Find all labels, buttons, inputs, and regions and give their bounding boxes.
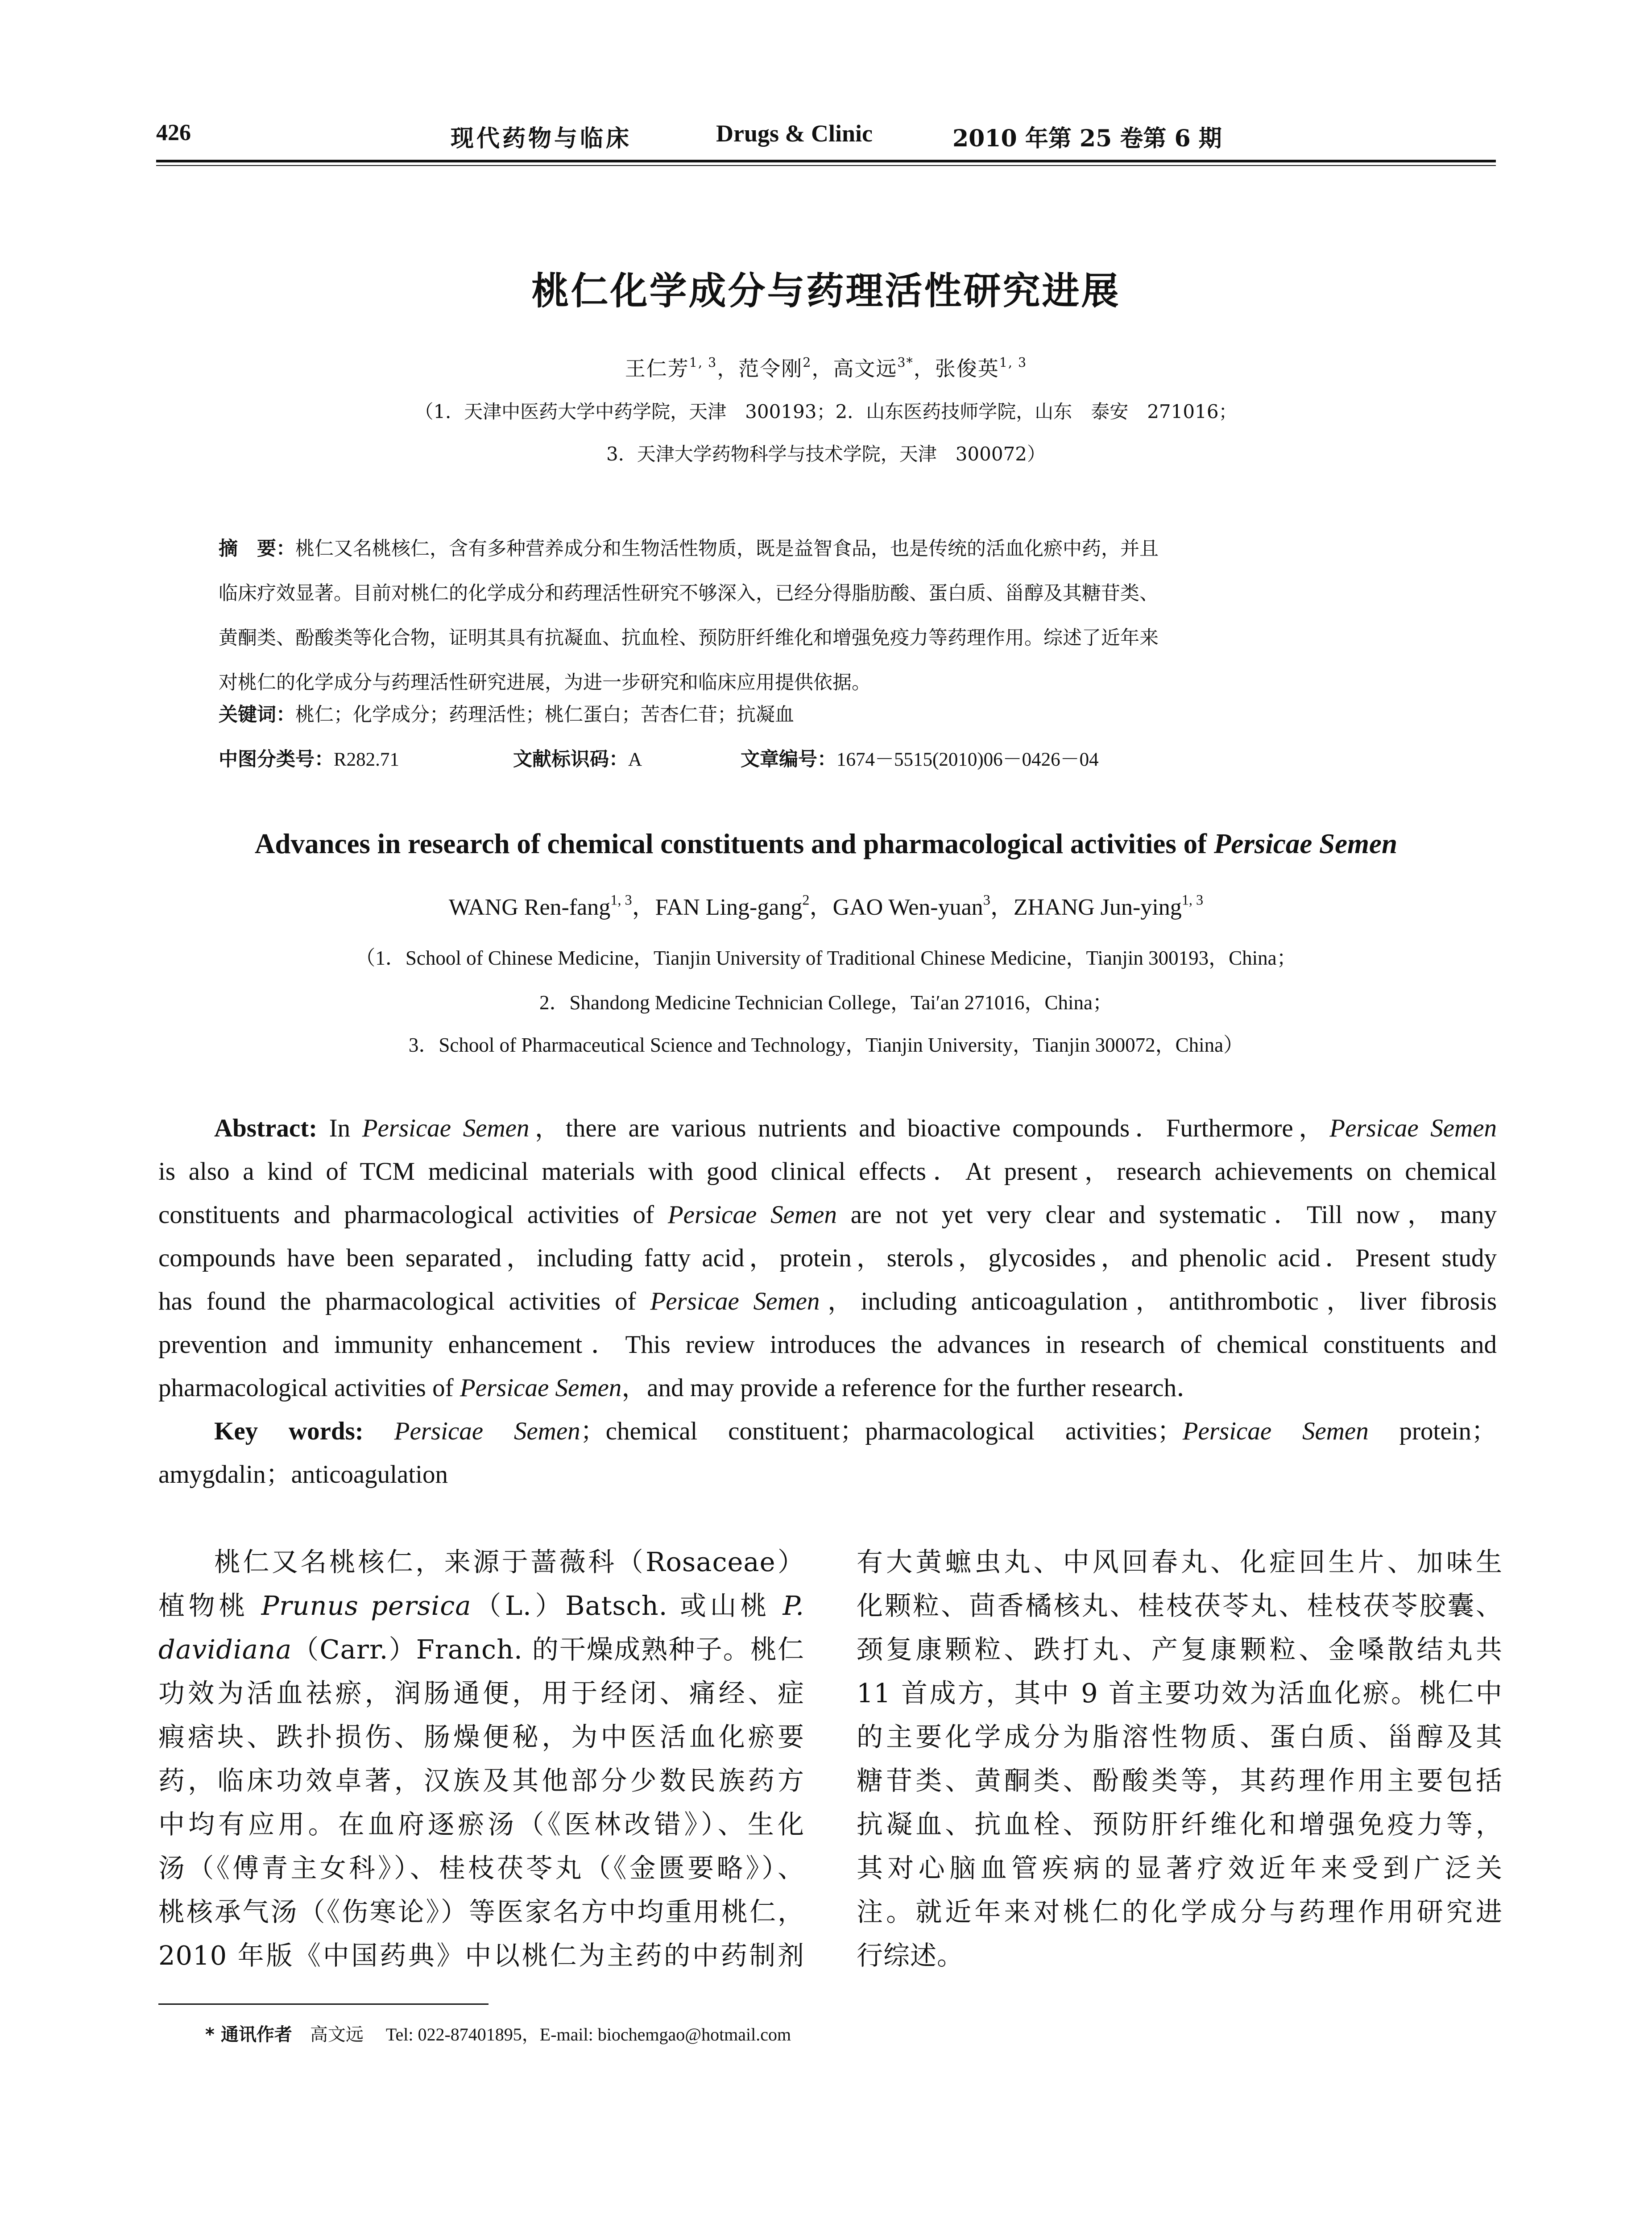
article-no-label: 文章编号： [741, 748, 836, 771]
abstract-en-text: ，including anticoagulation，antithrombotic，liver fibrosis [820, 1287, 1497, 1315]
keywords-cn [219, 700, 794, 727]
abstract-en-text: constituents and pharmacological activities of [158, 1201, 668, 1229]
affiliation-en-line: 3．School of Pharmaceutical Science and Technology，Tianjin University，Tianjin 300072，China） [408, 1034, 1244, 1056]
body-text: 瘕痞块、跌扑损伤、肠燥便秘，为中医活血化瘀要 [158, 1721, 804, 1752]
keywords-en-line [158, 1453, 1497, 1496]
body-line [158, 1715, 804, 1759]
abstract-en-text: pharmacological activities of [158, 1374, 460, 1402]
abstract-en-line [158, 1366, 1497, 1410]
body-text: Prunus persica [261, 1590, 472, 1621]
abstract-en [158, 1107, 1497, 1496]
title-en-text: Advances in research of chemical constituents and pharmacological activities of [254, 828, 1214, 859]
body-text: 中均有应用。在血府逐瘀汤（《医林改错》）、生化 [158, 1809, 804, 1840]
body-line: 行综述。 [857, 1940, 964, 1971]
abstract-en-text: In [317, 1114, 362, 1142]
body-line: 糖苷类、黄酮类、酚酸类等，其药理作用主要包括 [857, 1765, 1503, 1796]
author-name: 王仁芳 [625, 357, 689, 381]
body-text: 汤（《傅青主女科》）、桂枝茯苓丸（《金匮要略》）、 [158, 1853, 804, 1883]
abstract-en-label: Abstract: [214, 1114, 318, 1142]
abstract-cn-line [219, 527, 1450, 571]
author-affiliation-mark: 1, 3 [1181, 892, 1204, 908]
keywords-en-text: protein； [1368, 1417, 1497, 1445]
doc-code-block [513, 744, 642, 771]
abstract-en-text: prevention and immunity enhancement．This review introduces the advances in research of chemical constituents and [158, 1331, 1497, 1359]
author-affiliation-mark: 1, 3 [999, 355, 1027, 370]
abstract-en-line [158, 1236, 1497, 1280]
keywords-cn-text: 桃仁；化学成分；药理活性；桃仁蛋白；苦杏仁苷；抗凝血 [295, 704, 794, 726]
doc-code-label: 文献标识码： [513, 748, 628, 771]
author-separator: ， [990, 895, 1014, 920]
author-name: 张俊英 [935, 357, 999, 381]
body-text: （Carr.）Franch. 的干燥成熟种子。桃仁 [292, 1634, 804, 1665]
body-line [158, 1759, 804, 1803]
keywords-en-text: Persicae Semen [1182, 1417, 1369, 1445]
affiliation-en-line: 2．Shandong Medicine Technician College，Tai′an 271016，China； [539, 991, 1113, 1014]
classification-row [219, 744, 1450, 771]
footnote-text: 高文远 Tel: 022-87401895，E-mail: biochemgao@hotmail.com [292, 2024, 791, 2044]
abstract-en-text: are not yet very clear and systematic．Till now，many [836, 1201, 1497, 1229]
abstract-en-line [158, 1107, 1497, 1150]
page-number: 426 [156, 120, 191, 145]
author-separator: ， [809, 895, 833, 920]
keywords-en-text: ；chemical constituent；pharmacological activities； [580, 1417, 1183, 1445]
author-affiliation-mark: 2 [802, 892, 810, 908]
journal-name-en: Drugs & Clinic [716, 120, 873, 147]
footnote-label: * 通讯作者 [205, 2024, 292, 2045]
abstract-en-text: has found the pharmacological activities of [158, 1287, 650, 1315]
abstract-en-line [158, 1193, 1497, 1236]
keywords-en-label: Key words: [214, 1417, 364, 1445]
abstract-en-text: Persicae Semen [650, 1287, 820, 1315]
body-text: P. [783, 1590, 804, 1621]
body-line: 其对心脑血管疾病的显著疗效近年来受到广泛关 [857, 1853, 1503, 1883]
body-line [158, 1628, 804, 1671]
abstract-en-text: ，and may provide a reference for the further research． [621, 1374, 1202, 1402]
affiliation-cn-line: （1．天津中医药大学中药学院，天津 300193；2．山东医药技师学院，山东 泰安 271016； [414, 401, 1238, 423]
doc-code-value: A [628, 749, 642, 770]
author-name: 范令刚 [738, 357, 803, 381]
header-rule-thin [156, 165, 1496, 166]
abstract-en-text: is also a kind of TCM medicinal materials with good clinical effects．At present，research achievements on chemical [158, 1157, 1497, 1186]
author-name: WANG Ren-fang [448, 895, 611, 920]
body-line: 化颗粒、茴香橘核丸、桂枝茯苓丸、桂枝茯苓胶囊、 [857, 1590, 1503, 1621]
author-name: GAO Wen-yuan [832, 895, 983, 920]
keywords-en-text [364, 1417, 394, 1445]
abstract-en-text: Persicae Semen [667, 1201, 837, 1229]
body-line: 的主要化学成分为脂溶性物质、蛋白质、甾醇及其 [857, 1721, 1503, 1752]
affiliation-cn-line: 3．天津大学药物科学与技术学院，天津 300072） [606, 443, 1046, 465]
abstract-cn-line: 黄酮类、酚酸类等化合物，证明其具有抗凝血、抗血栓、预防肝纤维化和增强免疫力等药理作用。综述了近年来 [219, 627, 1159, 649]
body-text: 植物桃 [158, 1590, 261, 1621]
affiliation-en-line: （1．School of Chinese Medicine，Tianjin University of Traditional Chinese Medicine，Tianjin 300193，China； [355, 947, 1297, 969]
abstract-cn [219, 527, 1450, 705]
body-text: 桃仁又名桃核仁，来源于蔷薇科（Rosaceae） [214, 1547, 804, 1577]
body-line [158, 1584, 804, 1628]
abstract-cn-text: 桃仁又名桃核仁，含有多种营养成分和生物活性物质，既是益智食品，也是传统的活血化瘀中药，并且 [295, 538, 1159, 560]
body-line: 11 首成方，其中 9 首主要功效为活血化瘀。桃仁中 [857, 1678, 1503, 1708]
keywords-en-line [158, 1410, 1497, 1453]
abstract-en-text: compounds have been separated，including fatty acid，protein，sterols，glycosides，and phenolic acid．Present study [158, 1244, 1497, 1272]
footnote-rule [158, 2003, 489, 2005]
body-line: 有大黄蟅虫丸、中风回春丸、化症回生片、加味生 [857, 1547, 1503, 1577]
body-text: （L.）Batsch. 或山桃 [471, 1590, 783, 1621]
body-text: davidiana [158, 1634, 292, 1665]
body-line [158, 1540, 804, 1584]
body-line [158, 1803, 804, 1846]
authors-cn: 王仁芳$^{1, 3}$，范令刚$^2$，高文远$^{3*}$，张俊英$^{1, 3}$ [625, 355, 1027, 381]
body-text: 桃核承气汤（《伤寒论》）等医家名方中均重用桃仁， [158, 1896, 804, 1927]
author-name: 高文远 [833, 357, 898, 381]
abstract-en-line [158, 1280, 1497, 1323]
author-affiliation-mark: 1, 3 [610, 892, 632, 908]
body-line: 注。就近年来对桃仁的化学成分与药理作用研究进 [857, 1896, 1503, 1927]
author-affiliation-mark: 3* [897, 355, 914, 370]
keywords-en-text: Persicae Semen [394, 1417, 580, 1445]
body-line [158, 1890, 804, 1934]
abstract-en-text: Persicae Semen [362, 1114, 530, 1142]
clc-value: R282.71 [334, 749, 399, 770]
clc-block [219, 744, 399, 771]
article-no-block [741, 744, 1099, 771]
body-line [158, 1846, 804, 1890]
clc-label: 中图分类号： [219, 748, 334, 771]
body-text: 2010 年版《中国药典》中以桃仁为主药的中药制剂 [158, 1940, 804, 1971]
body-line: 抗凝血、抗血栓、预防肝纤维化和增强免疫力等， [857, 1809, 1503, 1840]
header-rule [156, 160, 1496, 162]
author-separator: ， [632, 895, 655, 920]
abstract-en-text: Persicae Semen [460, 1374, 622, 1402]
body-line [158, 1671, 804, 1715]
keywords-cn-label: 关键词： [219, 704, 295, 726]
article-no-value: 1674－5515(2010)06－0426－04 [836, 749, 1099, 770]
running-header [156, 120, 1496, 160]
body-column-right [857, 1540, 1503, 1978]
author-affiliation-mark: 2 [803, 355, 812, 370]
abstract-en-text: ，there are various nutrients and bioactive compounds．Furthermore， [529, 1114, 1330, 1142]
title-cn: 桃仁化学成分与药理活性研究进展 [531, 269, 1121, 313]
body-line: 颈复康颗粒、跌打丸、产复康颗粒、金嗓散结丸共 [857, 1634, 1503, 1665]
issue-info: 2010 年第 25 卷第 6 期 [952, 125, 1222, 152]
authors-en [156, 888, 1496, 921]
keywords-en-text: amygdalin；anticoagulation [158, 1460, 448, 1489]
abstract-en-text: Persicae Semen [1329, 1114, 1497, 1142]
abstract-cn-line: 对桃仁的化学成分与药理活性研究进展，为进一步研究和临床应用提供依据。 [219, 672, 871, 694]
body-text: 功效为活血祛瘀，润肠通便，用于经闭、痛经、症 [158, 1678, 804, 1708]
title-en-italic: Persicae Semen [1213, 828, 1398, 859]
footnote [205, 2020, 791, 2046]
abstract-en-line [158, 1150, 1497, 1193]
journal-name-cn: 现代药物与临床 [451, 125, 632, 152]
title-en [156, 828, 1496, 860]
abstract-en-line [158, 1323, 1497, 1366]
body-line [158, 1934, 804, 1978]
author-affiliation-mark: 3 [983, 892, 990, 908]
body-column-left [158, 1540, 804, 1978]
body-text: 药，临床功效卓著，汉族及其他部分少数民族药方 [158, 1765, 804, 1796]
author-affiliation-mark: 1, 3 [689, 355, 717, 370]
author-name: FAN Ling-gang [655, 895, 803, 920]
abstract-cn-label: 摘 要： [219, 538, 295, 560]
author-name: ZHANG Jun-ying [1013, 895, 1182, 920]
abstract-cn-line: 临床疗效显著。目前对桃仁的化学成分和药理活性研究不够深入，已经分得脂肪酸、蛋白质、甾醇及其糖苷类、 [219, 582, 1159, 605]
